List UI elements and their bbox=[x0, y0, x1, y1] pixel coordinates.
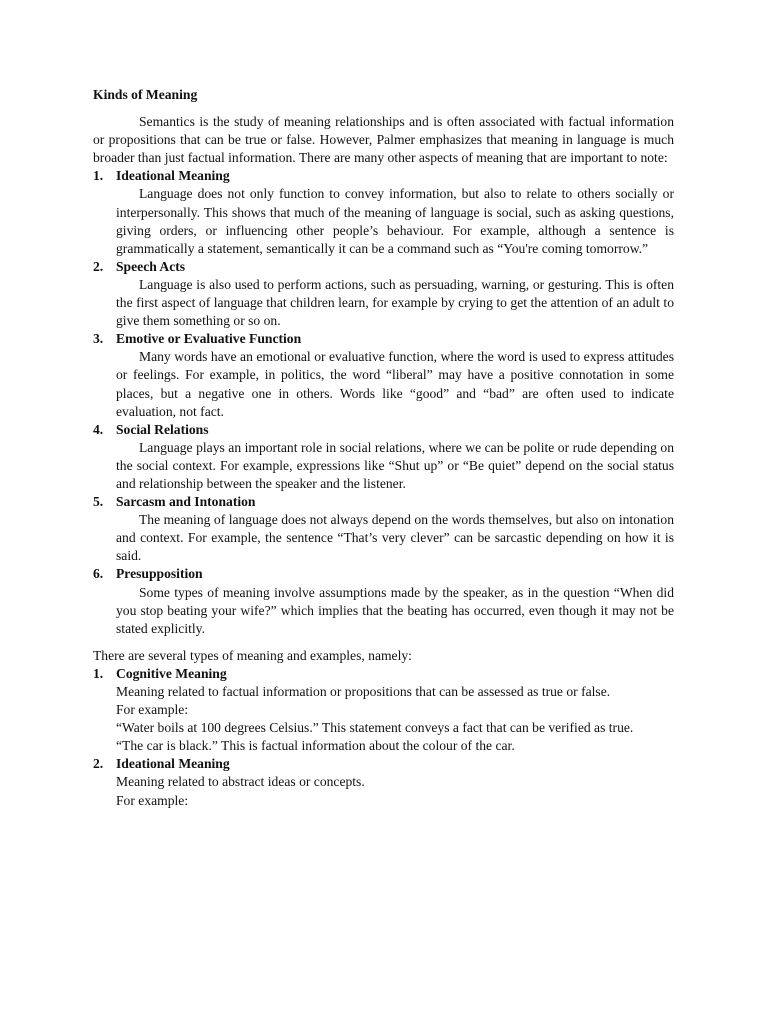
type-line: Meaning related to factual information or propositions that can be assessed as true or false. bbox=[116, 684, 611, 699]
intro-paragraph: Semantics is the study of meaning relationships and is often associated with factual information or propositions that can be true or false. However, Palmer emphasizes that meaning in language is much broader than just factual information. There are many other aspects of meaning that are important to note: bbox=[93, 114, 674, 166]
type-line: For example: bbox=[116, 792, 189, 808]
type-heading: Cognitive Meaning bbox=[116, 665, 227, 681]
type-line: For example: bbox=[116, 702, 189, 718]
aspect-text: Language plays an important role in social relations, where we can be polite or rude depending on the social context. For example, expressions like “Shut up” or “Be quiet” depend on the social status and relationship between the speaker and the listener. bbox=[116, 439, 674, 491]
aspect-text: Many words have an emotional or evaluative function, where the word is used to express attitudes or feelings. For example, in politics, the word “liberal” may have a positive connotation in some places, but a negative one in others. Words like “good” and “bad” are often used to indicate evaluation, not fact. bbox=[116, 349, 674, 419]
aspect-item bbox=[93, 565, 674, 637]
type-heading: Ideational Meaning bbox=[116, 756, 230, 772]
aspect-heading: Social Relations bbox=[116, 421, 209, 437]
aspect-item bbox=[93, 258, 674, 330]
item-number: 2. bbox=[93, 756, 104, 772]
aspect-heading: Ideational Meaning bbox=[116, 168, 230, 184]
aspects-list bbox=[93, 167, 674, 637]
aspect-item bbox=[93, 421, 674, 493]
item-number: 4. bbox=[93, 421, 104, 437]
item-number: 5. bbox=[93, 494, 104, 510]
aspect-item bbox=[93, 330, 674, 420]
aspect-heading: Presupposition bbox=[116, 566, 203, 582]
aspect-text: Language is also used to perform actions, such as persuading, warning, or gesturing. This is often the first aspect of language that children learn, for example by crying to get the attention of an adult to give them something or so on. bbox=[116, 276, 674, 329]
type-line: Meaning related to abstract ideas or concepts. bbox=[116, 774, 365, 790]
type-line: “Water boils at 100 degrees Celsius.” This statement conveys a fact that can be verified as true. bbox=[116, 720, 634, 736]
aspect-text: The meaning of language does not always depend on the words themselves, but also on intonation and context. For example, the sentence “That’s very clever” can be sarcastic depending on how it is said. bbox=[116, 512, 674, 564]
types-intro-paragraph: There are several types of meaning and examples, namely: bbox=[93, 647, 412, 663]
type-line: “The car is black.” This is factual information about the colour of the car. bbox=[116, 738, 515, 754]
aspect-heading: Sarcasm and Intonation bbox=[116, 494, 256, 510]
aspect-item bbox=[93, 167, 674, 257]
aspect-heading: Speech Acts bbox=[116, 258, 186, 274]
type-item bbox=[93, 665, 674, 755]
aspect-text: Language does not only function to convey information, but also to relate to others socially or interpersonally. This shows that much of the meaning of language is social, such as asking questions, giving orders, or influencing other people’s behaviour. For example, although a sentence is grammatically a statement, semantically it can be a command such as “You're coming tomorrow.” bbox=[116, 186, 674, 256]
item-number: 1. bbox=[93, 168, 104, 184]
item-number: 2. bbox=[93, 258, 104, 274]
item-number: 1. bbox=[93, 665, 104, 681]
aspect-item bbox=[93, 493, 674, 565]
item-number: 3. bbox=[93, 331, 104, 347]
item-number: 6. bbox=[93, 566, 104, 582]
types-list bbox=[93, 665, 674, 810]
type-item bbox=[93, 755, 674, 809]
aspect-heading: Emotive or Evaluative Function bbox=[116, 331, 302, 347]
document-title: Kinds of Meaning bbox=[93, 87, 198, 102]
document-page bbox=[93, 86, 674, 810]
aspect-text: Some types of meaning involve assumptions made by the speaker, as in the question “When did you stop beating your wife?” which implies that the beating has occurred, even though it may not be stated explicitly. bbox=[116, 584, 674, 636]
